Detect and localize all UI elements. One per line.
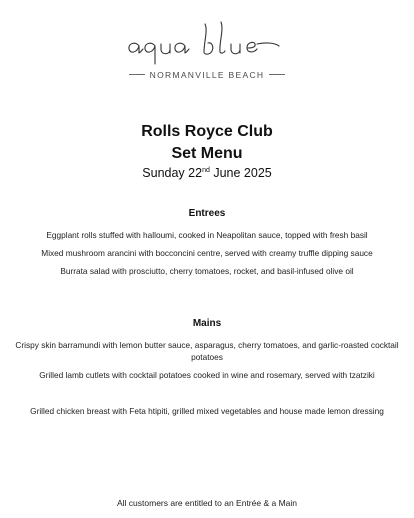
footer-note: All customers are entitled to an Entrée & a Main [116,498,297,508]
brand-tagline [0,70,414,80]
entrees-heading: Entrees [188,208,226,219]
tagline-left-rule [129,74,145,75]
main-item: Grilled chicken breast with Feta htipiti, grilled mixed vegetables and house made lemon dressing [30,406,384,416]
date-rest: June 2025 [209,166,272,180]
tagline-right-rule [269,74,285,75]
menu-title-line2: Set Menu [171,145,243,162]
entree-item: Eggplant rolls stuffed with halloumi, cooked in Neapolitan sauce, topped with fresh basil [46,230,368,240]
main-item: Crispy skin barramundi with lemon butter sauce, asparagus, cherry tomatoes, and garlic-roasted cocktail potatoes [15,340,399,362]
entree-item: Burrata salad with prosciutto, cherry tomatoes, rocket, and basil-infused olive oil [60,266,354,276]
menu-date [0,166,414,180]
entree-item: Mixed mushroom arancini with bocconcini centre, served with creamy truffle dipping sauce [41,248,373,258]
date-ordinal: nd [202,166,210,174]
mains-heading: Mains [192,318,222,329]
menu-title-line1: Rolls Royce Club [141,123,273,140]
date-prefix: Sunday 22 [142,166,203,180]
main-item: Grilled lamb cutlets with cocktail potatoes cooked in wine and rosemary, served with tzatziki [39,370,375,380]
aqua-blue-script-logo [117,14,297,70]
tagline-text: NORMANVILLE BEACH [149,70,265,80]
